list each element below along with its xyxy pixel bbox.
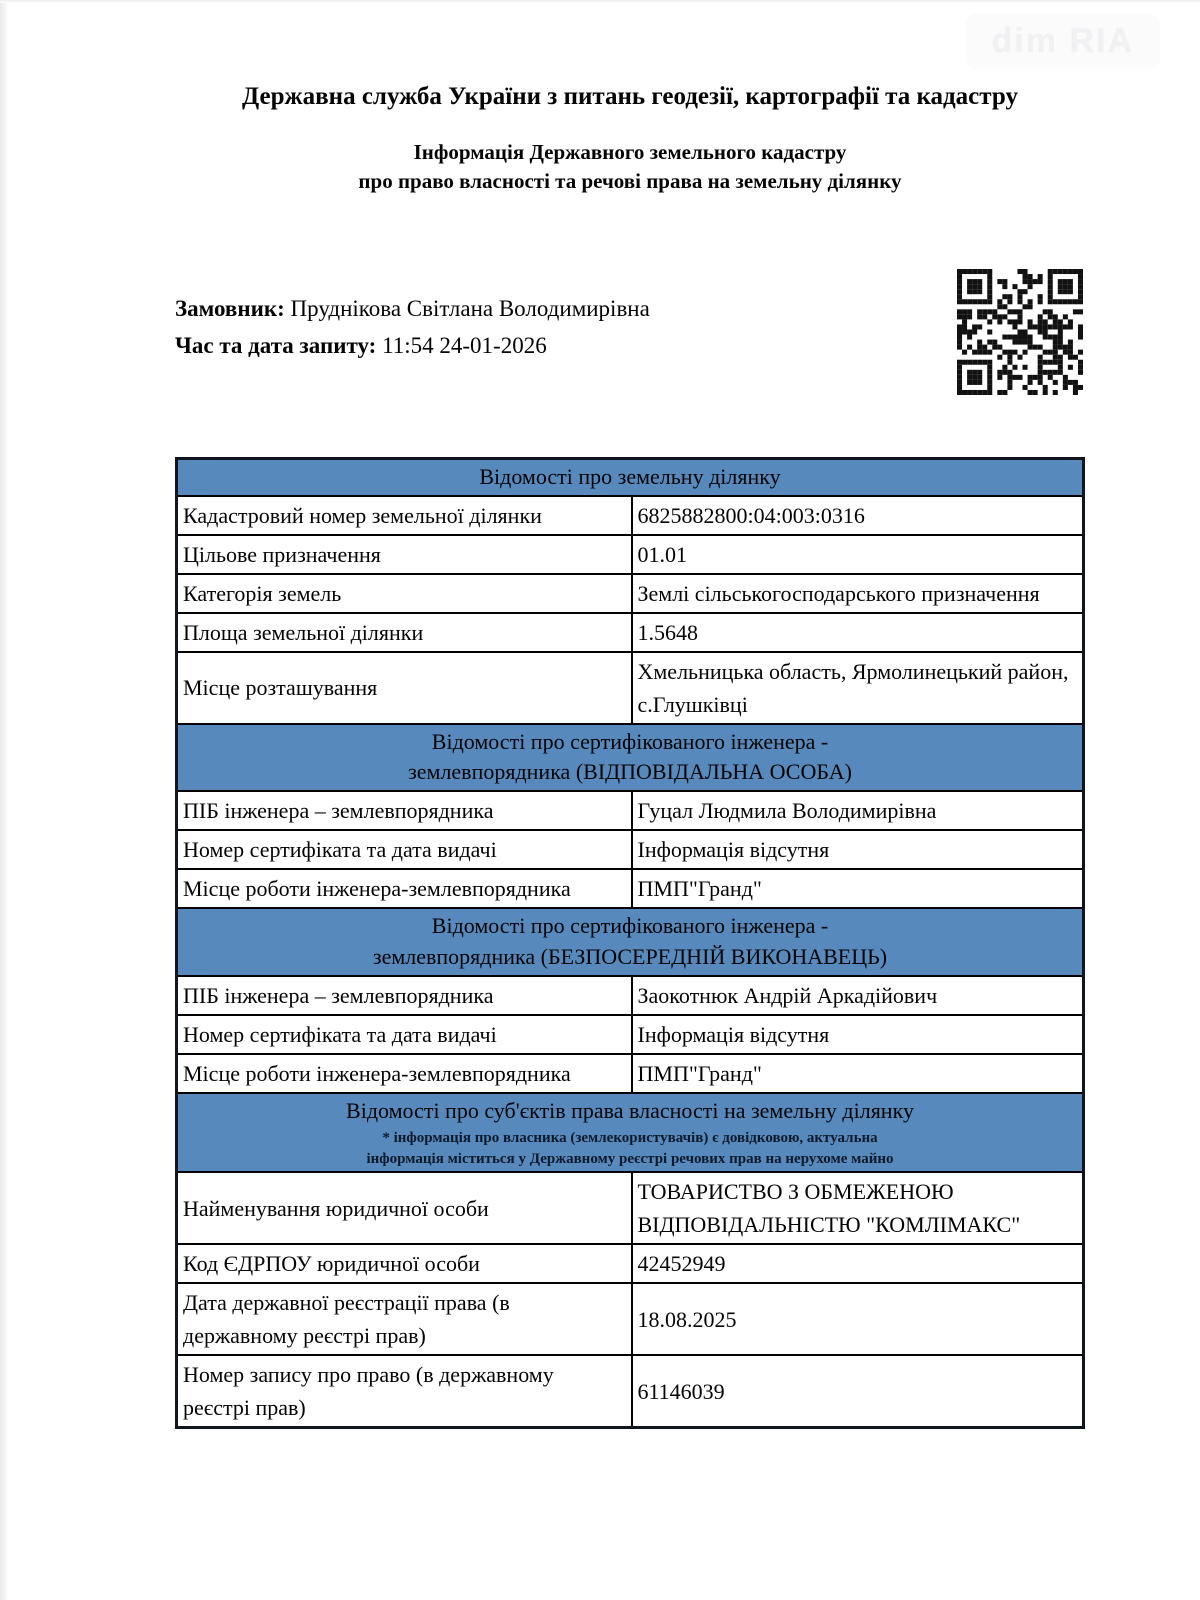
row-value: Хмельницька область, Ярмолинецький район, с.Глушківці	[632, 652, 1084, 724]
document-content	[175, 0, 1085, 1429]
row-label: Номер запису про право (в державному реєстрі прав)	[177, 1355, 632, 1428]
row-label: Місце роботи інженера-землевпорядника	[177, 869, 632, 908]
table-row	[177, 613, 1084, 652]
section-header	[177, 908, 1084, 976]
row-value: Інформація відсутня	[632, 1015, 1084, 1054]
page-title: Державна служба України з питань геодезії, картографії та кадастру	[242, 83, 1018, 110]
page-subtitle	[175, 138, 1085, 197]
row-label: Місце розташування	[177, 652, 632, 724]
customer-line	[175, 291, 1085, 328]
section-header-line: Відомості про суб'єктів права власності на земельну ділянку	[346, 1097, 914, 1123]
section-header-line: землевпорядника (ВІДПОВІДАЛЬНА ОСОБА)	[408, 759, 852, 785]
table-row	[177, 1054, 1084, 1093]
row-value: Землі сільськогосподарського призначення	[632, 574, 1084, 613]
qr-code-icon	[957, 269, 1083, 395]
cadastre-table	[175, 457, 1085, 1429]
table-row	[177, 1015, 1084, 1054]
section-header	[177, 724, 1084, 792]
table-row	[177, 535, 1084, 574]
row-value: ПМП"Гранд"	[632, 1054, 1084, 1093]
row-label: Найменування юридичної особи	[177, 1172, 632, 1244]
section-header	[177, 1093, 1084, 1172]
subtitle-line-2: про право власності та речові права на земельну ділянку	[358, 169, 902, 194]
row-value: 61146039	[632, 1355, 1084, 1428]
row-label: Площа земельної ділянки	[177, 613, 632, 652]
section-header-line: Відомості про сертифікованого інженера -	[431, 913, 829, 939]
subtitle-line-1: Інформація Державного земельного кадастру	[413, 140, 847, 164]
section-header-line: Відомості про земельну ділянку	[479, 463, 781, 489]
row-label: Цільове призначення	[177, 535, 632, 574]
section-header-row	[177, 908, 1084, 976]
section-header-row	[177, 458, 1084, 495]
section-header-line: Відомості про сертифікованого інженера -	[431, 728, 829, 754]
row-value: Заокотнюк Андрій Аркадійович	[632, 976, 1084, 1015]
row-value: Інформація відсутня	[632, 830, 1084, 869]
table-row	[177, 1355, 1084, 1428]
section-note-line: * інформація про власника (землекористувачів) є довідковою, актуальна	[382, 1129, 878, 1146]
section-header-line: землевпорядника (БЕЗПОСЕРЕДНІЙ ВИКОНАВЕЦЬ)	[372, 943, 888, 969]
row-value: ПМП"Гранд"	[632, 869, 1084, 908]
section-note-line: інформація міститься у Державному реєстрі речових прав на нерухоме майно	[366, 1150, 894, 1167]
row-value: 6825882800:04:003:0316	[632, 496, 1084, 535]
section-header-row	[177, 724, 1084, 792]
request-datetime-label: Час та дата запиту:	[175, 332, 377, 358]
row-label: Код ЄДРПОУ юридичної особи	[177, 1244, 632, 1283]
table-row	[177, 830, 1084, 869]
table-row	[177, 1172, 1084, 1244]
table-row	[177, 869, 1084, 908]
row-label: Категорія земель	[177, 574, 632, 613]
table-row	[177, 652, 1084, 724]
table-row	[177, 976, 1084, 1015]
row-value: 01.01	[632, 535, 1084, 574]
site-watermark: dim RIA	[966, 14, 1160, 69]
row-label: Дата державної реєстрації права (в державному реєстрі прав)	[177, 1283, 632, 1355]
row-label: Кадастровий номер земельної ділянки	[177, 496, 632, 535]
row-value: ТОВАРИСТВО З ОБМЕЖЕНОЮ ВІДПОВІДАЛЬНІСТЮ "КОМЛІМАКС"	[632, 1172, 1084, 1244]
table-row	[177, 496, 1084, 535]
table-row	[177, 1244, 1084, 1283]
row-value: 18.08.2025	[632, 1283, 1084, 1355]
row-label: Номер сертифіката та дата видачі	[177, 830, 632, 869]
row-label: Номер сертифіката та дата видачі	[177, 1015, 632, 1054]
row-label: Місце роботи інженера-землевпорядника	[177, 1054, 632, 1093]
row-label: ПІБ інженера – землевпорядника	[177, 791, 632, 830]
section-header-row	[177, 1093, 1084, 1172]
customer-value: Пруднікова Світлана Володимирівна	[290, 295, 650, 321]
section-header	[177, 458, 1084, 495]
row-label: ПІБ інженера – землевпорядника	[177, 976, 632, 1015]
request-block	[175, 291, 1085, 423]
table-row	[177, 1283, 1084, 1355]
row-value: 1.5648	[632, 613, 1084, 652]
row-value: Гуцал Людмила Володимирівна	[632, 791, 1084, 830]
table-row	[177, 791, 1084, 830]
row-value: 42452949	[632, 1244, 1084, 1283]
request-datetime-line	[175, 328, 1085, 365]
request-datetime-value: 11:54 24-01-2026	[382, 332, 547, 358]
page-scan-edge	[0, 0, 8, 1600]
customer-label: Замовник:	[175, 295, 285, 321]
table-row	[177, 574, 1084, 613]
